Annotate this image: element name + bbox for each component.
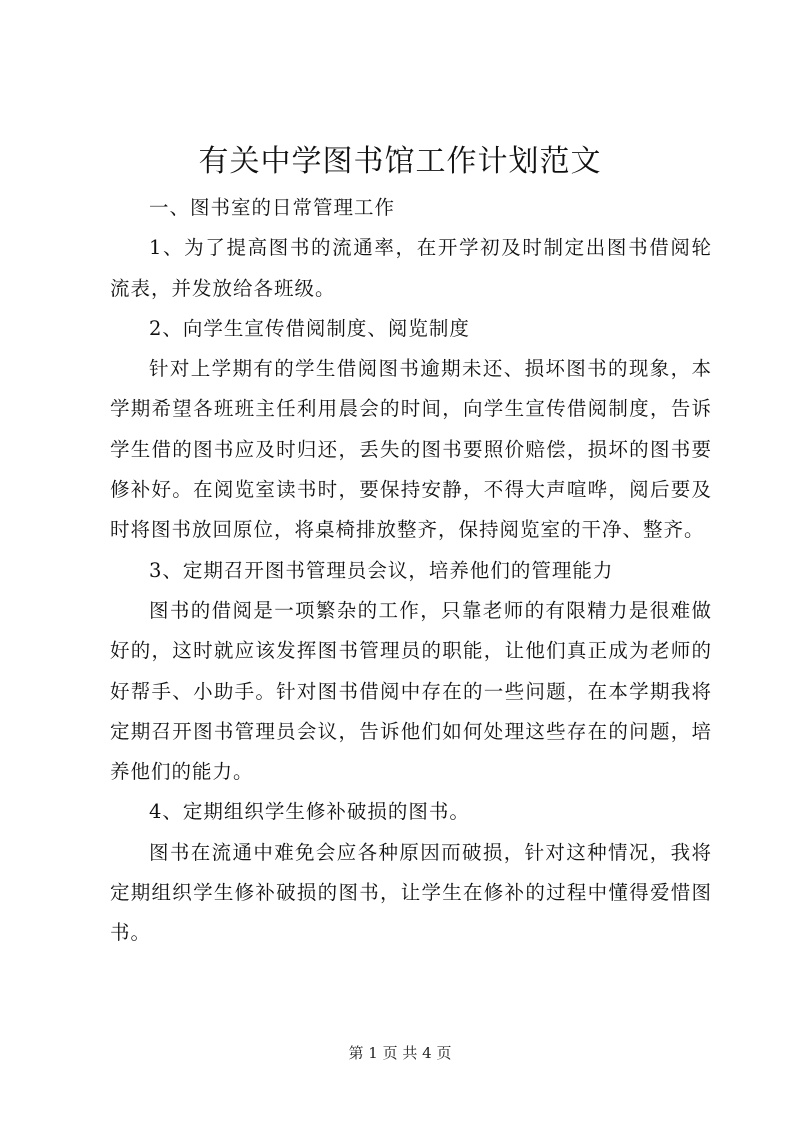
paragraph-item-3-body: 图书的借阅是一项繁杂的工作，只靠老师的有限精力是很难做好的，这时就应该发挥图书管理员的职能，让他们真正成为老师的好帮手、小助手。针对图书借阅中存在的一些问题，在本学期我将定期召开图书管理员会议，告诉他们如何处理这些存在的问题，培养他们的能力。: [110, 598, 712, 784]
paragraph-item-2-body: 针对上学期有的学生借阅图书逾期未还、损坏图书的现象，本学期希望各班班主任利用晨会的时间，向学生宣传借阅制度，告诉学生借的图书应及时归还，丢失的图书要照价赔偿，损坏的图书要修补好。在阅览室读书时，要保持安静，不得大声喧哗，阅后要及时将图书放回原位，将桌椅排放整齐，保持阅览室的干净、整齐。: [110, 357, 712, 542]
paragraph-item-3-heading: 3、定期召开图书管理员会议，培养他们的管理能力: [149, 558, 614, 582]
paragraph-item-1: 1、为了提高图书的流通率，在开学初及时制定出图书借阅轮流表，并发放给各班级。: [110, 236, 712, 300]
paragraph-item-2-heading: 2、向学生宣传借阅制度、阅览制度: [149, 316, 470, 340]
section-heading: 一、图书室的日常管理工作: [149, 196, 396, 219]
paragraph-item-4-heading: 4、定期组织学生修补破损的图书。: [149, 800, 470, 824]
paragraph-item-4-body: 图书在流通中难免会应各种原因而破损，针对这种情况，我将定期组织学生修补破损的图书，让学生在修补的过程中懂得爱惜图书。: [110, 840, 712, 945]
document-title: 有关中学图书馆工作计划范文: [198, 144, 602, 179]
page-footer: 第 1 页 共 4 页: [348, 1044, 452, 1062]
document-body: [110, 188, 712, 954]
